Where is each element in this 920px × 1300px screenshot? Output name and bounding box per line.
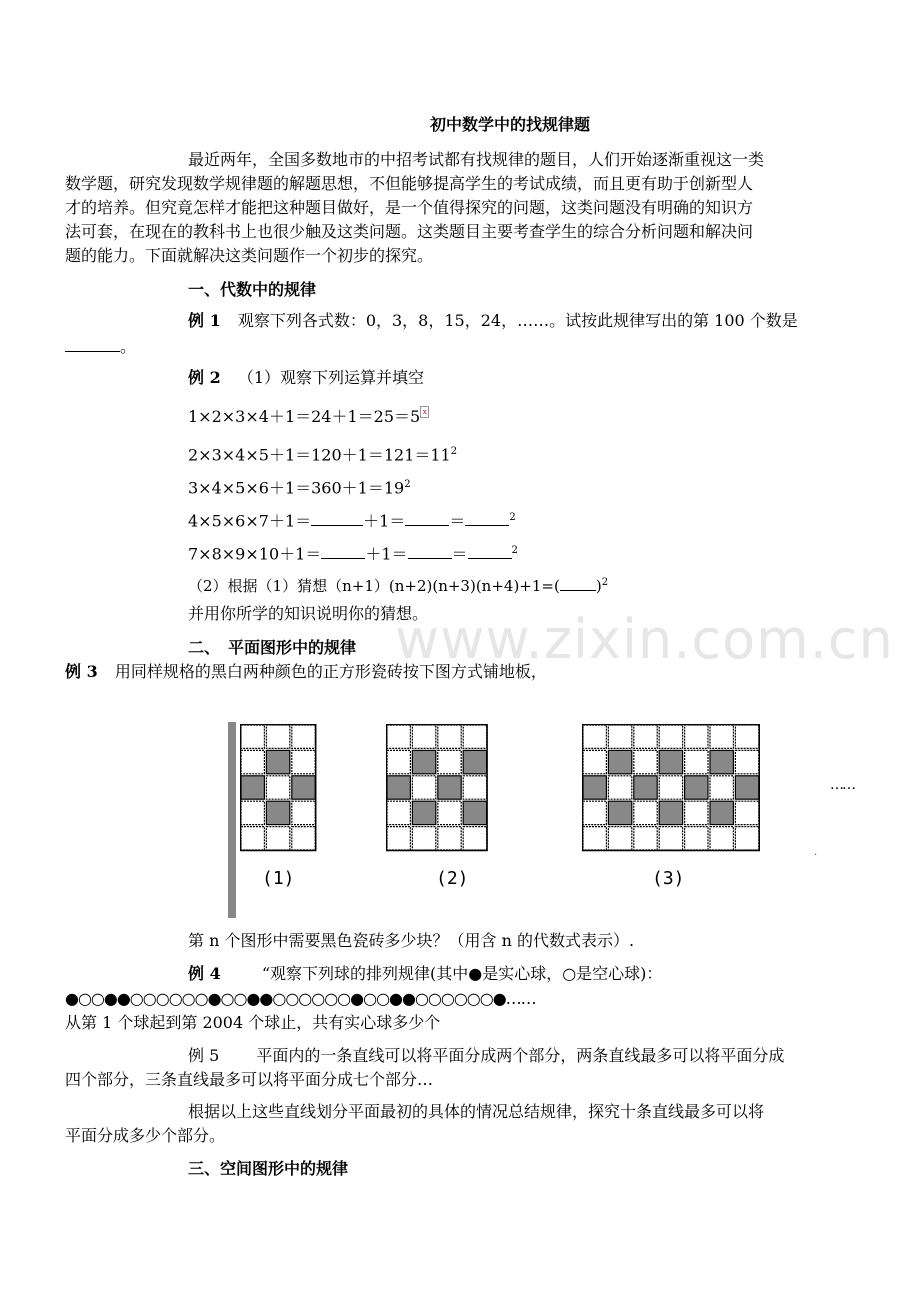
- stray-dot: .: [814, 847, 818, 858]
- figure-border-bar: [228, 722, 236, 918]
- example-1-text: 观察下列各式数：0，3，8，15，24，……。试按此规律写出的第 100 个数是: [237, 311, 798, 330]
- equation-1-text: 1×2×3×4＋1＝24＋1＝25＝5: [188, 407, 421, 426]
- white-tile: [241, 801, 264, 824]
- equation-5: [188, 540, 518, 565]
- tile-figure-1: [240, 724, 320, 852]
- blank: [405, 509, 449, 526]
- white-tile: [241, 827, 264, 850]
- white-tile: [241, 725, 264, 748]
- page-title: 初中数学中的找规律题: [430, 115, 591, 134]
- example-3-question: 第 n 个图形中需要黑色瓷砖多少块？（用含 n 的代数式表示）.: [188, 931, 635, 950]
- example-2: [188, 367, 424, 389]
- white-tile: [266, 725, 289, 748]
- blank: [408, 542, 452, 559]
- exponent: 2: [509, 512, 516, 523]
- white-tile: [583, 827, 606, 850]
- example-4-question: 从第 1 个球起到第 2004 个球止，共有实心球多少个: [65, 1013, 441, 1032]
- watermark: www.zixin.com.cn: [395, 608, 894, 671]
- white-tile: [710, 725, 733, 748]
- example-2-explain: 并用你所学的知识说明你的猜想。: [188, 604, 429, 623]
- equation-2: [188, 441, 457, 466]
- white-tile: [292, 827, 315, 850]
- equation-5-plus: ＋1＝: [365, 544, 408, 564]
- dark-tile: [463, 750, 486, 773]
- white-tile: [438, 750, 461, 773]
- white-tile: [735, 827, 758, 850]
- intro-line-1: 最近两年，全国多数地市的中招考试都有找规律的题目，人们开始逐渐重视这一类: [188, 150, 765, 169]
- intro-line-2: 数学题，研究发现数学规律题的解题思想，不但能够提高学生的考试成绩，而且更有助于创新型人: [65, 174, 754, 193]
- white-tile: [463, 827, 486, 850]
- continuation-dots: ……: [830, 777, 854, 793]
- example-4-label: 例 4: [188, 964, 221, 983]
- dark-tile: [685, 776, 708, 799]
- tile-figure-3: [582, 724, 760, 852]
- white-tile: [463, 776, 486, 799]
- white-tile: [685, 725, 708, 748]
- section-heading-1: 一、代数中的规律: [188, 280, 317, 299]
- ball-sequence: ●○○●●○○○○○○●○○●●○○○○○○●○○●●○○○○○○●……: [65, 989, 536, 1008]
- equation-3-text: 3×4×5×6＋1＝360＋1＝19: [188, 478, 405, 498]
- white-tile: [438, 801, 461, 824]
- intro-line-3: 才的培养。但究竟怎样才能把这种题目做好，是一个值得探究的问题，这类问题没有明确的知识方: [65, 198, 754, 217]
- white-tile: [735, 801, 758, 824]
- example-3-text: 用同样规格的黑白两种颜色的正方形瓷砖按下图方式铺地板，: [114, 662, 547, 681]
- example-2-part-2: [188, 572, 608, 597]
- white-tile: [412, 827, 435, 850]
- equation-5-text: 7×8×9×10＋1＝: [188, 544, 322, 564]
- white-tile: [266, 827, 289, 850]
- white-tile: [634, 801, 657, 824]
- dark-tile: [266, 801, 289, 824]
- intro-line-4: 法可套，在现在的教科书上也很少触及这类问题。这类题目主要考查学生的综合分析问题和解决问: [65, 222, 754, 241]
- example-1-end: 。: [120, 337, 137, 356]
- equation-1: [188, 406, 429, 428]
- dark-tile: [583, 776, 606, 799]
- white-tile: [685, 801, 708, 824]
- dark-tile: [710, 801, 733, 824]
- example-2-text: （1）观察下列运算并填空: [237, 368, 424, 387]
- equation-3: [188, 474, 411, 499]
- example-4: [188, 963, 662, 985]
- exponent: 2: [404, 479, 411, 490]
- equation-4-eq: ＝: [449, 511, 466, 531]
- section-heading-2: 二、 平面图形中的规律: [188, 638, 357, 657]
- dark-tile: [241, 776, 264, 799]
- example-2-label: 例 2: [188, 368, 221, 387]
- dark-tile: [659, 801, 682, 824]
- dark-tile: [438, 776, 461, 799]
- exponent: 2: [450, 446, 458, 457]
- white-tile: [292, 750, 315, 773]
- white-tile: [685, 750, 708, 773]
- white-tile: [634, 750, 657, 773]
- equation-5-eq: ＝: [451, 544, 468, 564]
- white-tile: [583, 801, 606, 824]
- example-3-label: 例 3: [65, 662, 98, 681]
- equation-4-text: 4×5×6×7＋1＝: [188, 511, 312, 531]
- example-5: [188, 1045, 784, 1067]
- blank: [311, 509, 363, 526]
- dark-tile: [735, 776, 758, 799]
- blank: [560, 574, 596, 591]
- white-tile: [412, 776, 435, 799]
- white-tile: [412, 725, 435, 748]
- white-tile: [583, 725, 606, 748]
- white-tile: [634, 725, 657, 748]
- example-1-label: 例 1: [188, 311, 221, 330]
- dark-tile: [608, 801, 631, 824]
- white-tile: [292, 725, 315, 748]
- white-tile: [387, 827, 410, 850]
- white-tile: [710, 776, 733, 799]
- example-1-answer: [65, 335, 136, 358]
- blank: [321, 542, 365, 559]
- white-tile: [685, 827, 708, 850]
- figure-label-2: (2): [436, 868, 469, 889]
- example-5-label: 例 5: [188, 1046, 220, 1065]
- equation-4-plus: ＋1＝: [363, 511, 406, 531]
- white-tile: [583, 750, 606, 773]
- white-tile: [266, 776, 289, 799]
- white-tile: [463, 725, 486, 748]
- white-tile: [292, 801, 315, 824]
- white-tile: [438, 827, 461, 850]
- dark-tile: [463, 801, 486, 824]
- dark-tile: [412, 801, 435, 824]
- exponent: 2: [511, 545, 518, 556]
- example-1: [188, 310, 798, 332]
- example-5-line-2: 四个部分，三条直线最多可以将平面分成七个部分…: [65, 1070, 434, 1089]
- white-tile: [710, 827, 733, 850]
- white-tile: [634, 827, 657, 850]
- example-5-line-1: 平面内的一条直线可以将平面分成两个部分，两条直线最多可以将平面分成: [256, 1046, 785, 1065]
- white-tile: [608, 776, 631, 799]
- blank: [465, 509, 509, 526]
- dark-tile: [292, 776, 315, 799]
- dark-tile: [266, 750, 289, 773]
- exponent: 2: [601, 577, 609, 588]
- dark-tile: [387, 776, 410, 799]
- white-tile: [241, 750, 264, 773]
- dark-tile: [634, 776, 657, 799]
- white-tile: [438, 725, 461, 748]
- white-tile: [735, 725, 758, 748]
- broken-image-icon: x: [420, 406, 429, 418]
- answer-blank: [65, 335, 120, 352]
- white-tile: [387, 750, 410, 773]
- white-tile: [659, 776, 682, 799]
- white-tile: [608, 725, 631, 748]
- blank: [468, 542, 512, 559]
- white-tile: [659, 725, 682, 748]
- white-tile: [735, 750, 758, 773]
- example-5-line-3: 根据以上这些直线划分平面最初的具体的情况总结规律，探究十条直线最多可以将: [188, 1102, 765, 1121]
- part-2-end: ): [595, 577, 602, 595]
- example-4-text: “观察下列球的排列规律(其中●是实心球，○是空心球)：: [261, 964, 663, 983]
- equation-4: [188, 507, 516, 532]
- dark-tile: [710, 750, 733, 773]
- tile-figure-2: [386, 724, 506, 852]
- dark-tile: [659, 750, 682, 773]
- white-tile: [387, 801, 410, 824]
- figure-label-3: (3): [652, 868, 685, 889]
- white-tile: [608, 827, 631, 850]
- white-tile: [659, 827, 682, 850]
- white-tile: [387, 725, 410, 748]
- part-2-text: （2）根据（1）猜想（n+1）(n+2)(n+3)(n+4)+1=(: [188, 577, 560, 595]
- section-heading-3: 三、空间图形中的规律: [188, 1159, 349, 1178]
- example-5-line-4: 平面分成多少个部分。: [65, 1126, 226, 1145]
- equation-2-text: 2×3×4×5＋1＝120＋1＝121＝11: [188, 445, 451, 465]
- figure-label-1: (1): [262, 868, 295, 889]
- dark-tile: [412, 750, 435, 773]
- intro-line-5: 题的能力。下面就解决这类问题作一个初步的探究。: [65, 246, 434, 265]
- example-3: [65, 661, 547, 683]
- dark-tile: [608, 750, 631, 773]
